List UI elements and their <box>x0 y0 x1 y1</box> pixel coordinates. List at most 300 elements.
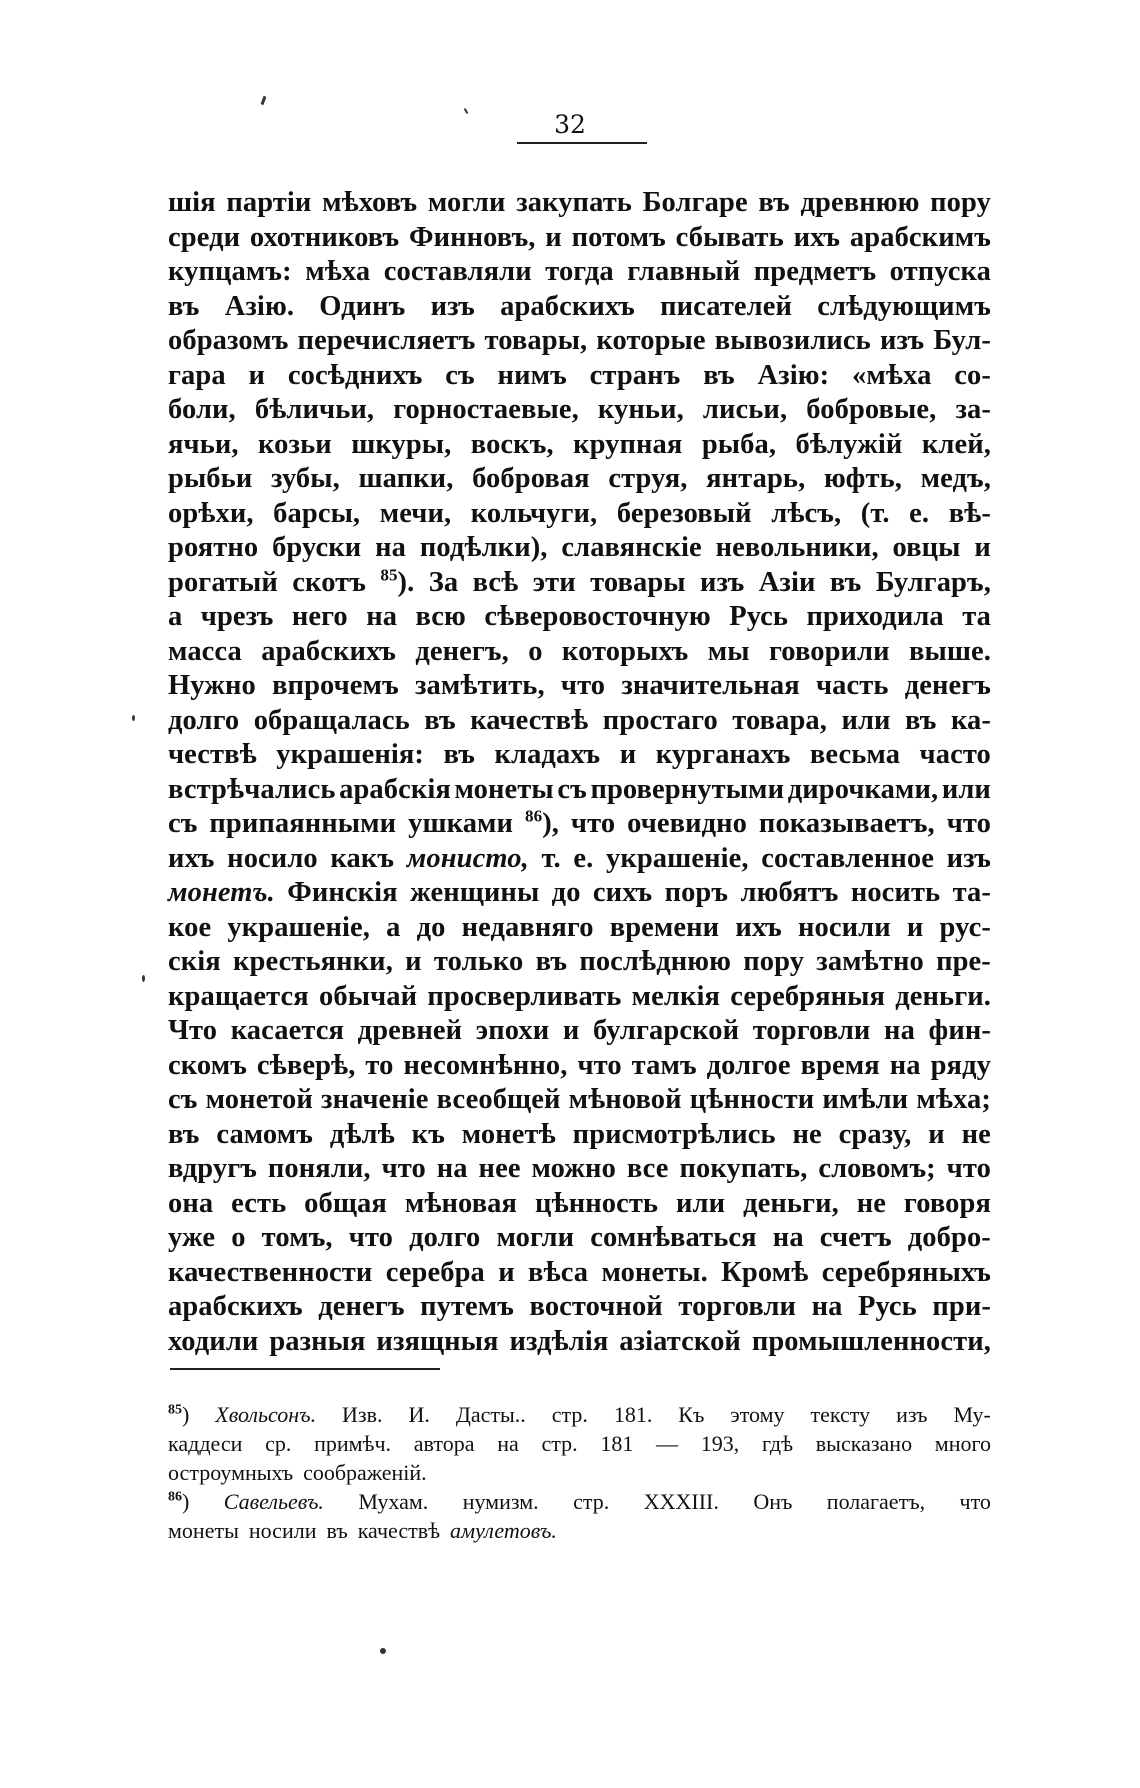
word: подѣлки), <box>419 532 548 563</box>
word: соображеній. <box>303 1460 427 1485</box>
word: лисьи, <box>702 394 788 425</box>
word: могли <box>427 187 506 218</box>
word: значеніе <box>321 1084 429 1115</box>
word: долгое <box>706 1049 791 1081</box>
word: арабскихъ <box>261 635 396 667</box>
word: что <box>381 1153 426 1184</box>
word: о <box>528 635 543 667</box>
word: на <box>884 1015 915 1046</box>
word: долго <box>409 1222 481 1253</box>
word: партіи <box>226 187 312 218</box>
header-rule <box>517 142 647 144</box>
word: боли, <box>168 394 236 425</box>
word: монетой <box>205 1084 313 1115</box>
word: тексту <box>810 1402 871 1427</box>
word: до <box>551 877 581 908</box>
word: что <box>946 1153 991 1184</box>
word: стр. <box>573 1489 610 1514</box>
word: скія <box>168 946 221 977</box>
word: замѣтить, <box>414 670 545 701</box>
word: арабскихъ <box>168 1291 303 1322</box>
word: т. <box>541 842 561 874</box>
word: монетъ. <box>168 877 275 908</box>
text-line <box>168 945 991 980</box>
word: купцамъ: <box>168 256 292 287</box>
word: ихъ <box>735 911 782 943</box>
word: нее <box>478 1153 521 1184</box>
word: $^{85}$) <box>168 1402 190 1427</box>
word: стр. <box>551 1402 588 1427</box>
word: на <box>497 1431 519 1456</box>
text-line <box>168 393 991 428</box>
word: скотъ <box>292 566 366 598</box>
text-line <box>168 186 991 221</box>
word: торговли <box>752 1015 871 1046</box>
word: слѣдующимъ <box>817 290 991 322</box>
word: бѣличьи, <box>254 394 375 425</box>
word: барсы, <box>273 497 361 529</box>
word: и <box>498 1256 515 1288</box>
word: остроумныхъ <box>168 1460 294 1485</box>
footnotes <box>168 1400 991 1545</box>
word: рыбьи <box>168 463 253 494</box>
word: носили <box>248 1518 317 1543</box>
footnote-ref: 86 <box>168 1489 182 1505</box>
word: разныя <box>269 1325 366 1357</box>
word: на <box>366 601 398 632</box>
text-line <box>168 738 991 773</box>
word: путемъ <box>420 1291 515 1322</box>
word: 193, <box>700 1431 740 1456</box>
word: Онъ <box>753 1489 793 1514</box>
word: счетъ <box>819 1222 892 1253</box>
word: изъ <box>946 842 991 874</box>
word: кое <box>168 911 212 943</box>
word: составленное <box>761 842 934 874</box>
word: юфть, <box>823 463 902 494</box>
word: просверливать <box>427 980 622 1012</box>
word: гара <box>168 359 226 391</box>
word: долго <box>168 704 240 736</box>
word: томъ, <box>261 1222 333 1253</box>
word: кладахъ <box>494 739 601 770</box>
word: бѣлужій <box>795 428 903 460</box>
word: носили <box>797 911 891 943</box>
word: изъ <box>896 1402 928 1427</box>
word: Болгаре <box>642 187 748 218</box>
word: Финновъ, <box>409 221 536 253</box>
word: пре- <box>936 946 991 977</box>
word: За <box>428 566 459 598</box>
word: качествѣ <box>470 704 589 736</box>
word: среди <box>168 221 241 253</box>
word: $^{85}$). <box>380 565 415 598</box>
word: стр. <box>541 1431 578 1456</box>
word: часто <box>919 739 991 770</box>
word: полагаетъ, <box>826 1489 926 1514</box>
word: пору <box>930 187 991 218</box>
word: общая <box>304 1187 387 1219</box>
word: главный <box>627 256 741 287</box>
word: встрѣчались <box>168 773 336 805</box>
text-line <box>168 1049 991 1084</box>
word: товары <box>590 566 686 598</box>
word: до <box>416 911 446 943</box>
word: «мѣха <box>852 359 932 391</box>
text-line <box>168 359 991 394</box>
word: что <box>959 1489 991 1514</box>
word: самомъ <box>216 1118 313 1150</box>
scan-speck <box>132 715 135 721</box>
word: всѣ <box>472 566 519 598</box>
word: амулетовъ. <box>450 1518 557 1543</box>
word: невольники, <box>715 532 879 563</box>
word: вѣ- <box>948 497 991 529</box>
footnote-ref: 85 <box>168 1402 182 1418</box>
word: козьи <box>258 428 332 460</box>
word: всеобщей <box>436 1084 561 1115</box>
word: Булгаръ, <box>875 566 991 598</box>
word: Савельевъ. <box>223 1489 324 1514</box>
word: ряду <box>930 1049 991 1081</box>
word: впрочемъ <box>272 670 399 701</box>
word: мечи, <box>379 497 452 529</box>
word: Бул- <box>933 325 991 356</box>
word: изъ <box>430 290 475 322</box>
word: примѣч. <box>314 1431 392 1456</box>
word: бруски <box>272 532 362 563</box>
word: дирочками, <box>787 773 939 805</box>
word: Дасты.. <box>455 1402 526 1427</box>
word: говоря <box>903 1187 991 1219</box>
text-line <box>168 531 991 566</box>
word: е. <box>909 497 930 529</box>
page-number: 32 <box>554 110 586 139</box>
word: издѣлія <box>509 1325 609 1357</box>
word: на <box>772 1222 804 1253</box>
word: образомъ <box>168 325 289 356</box>
word: Къ <box>678 1402 705 1427</box>
word: сразу, <box>838 1118 912 1150</box>
word: 181. <box>613 1402 653 1427</box>
text-line <box>168 428 991 463</box>
word: бобровые, <box>806 394 937 425</box>
word: рогатый <box>168 566 278 598</box>
word: вдругъ <box>168 1153 257 1184</box>
word: сѣверовосточную <box>484 601 711 632</box>
word: шія <box>168 187 216 218</box>
word: рус- <box>939 911 991 943</box>
text-line <box>168 1152 991 1187</box>
word: монетѣ <box>461 1118 556 1150</box>
footnote-ref: 86 <box>524 806 543 826</box>
word: и <box>974 532 991 563</box>
word: отпуска <box>889 256 991 287</box>
word: закупать <box>516 187 632 218</box>
word: медъ, <box>920 463 991 494</box>
word: качествѣ <box>357 1518 441 1543</box>
word: въ <box>758 187 790 218</box>
word: чрезъ <box>200 601 274 632</box>
scan-speck <box>261 96 267 105</box>
word: товары, <box>484 325 588 356</box>
word: поръ <box>664 877 729 908</box>
word: древнюю <box>800 187 920 218</box>
word: простаго <box>602 704 718 736</box>
word: серебряныхъ <box>821 1256 991 1288</box>
word: рыба, <box>701 428 777 460</box>
word: въ <box>168 1118 200 1150</box>
word: всю <box>415 601 466 632</box>
word: изъ <box>879 325 925 356</box>
text-line <box>168 290 991 325</box>
word: арабскихъ <box>500 290 635 322</box>
word: и <box>248 359 266 391</box>
text-line <box>168 1014 991 1049</box>
word: въ <box>424 704 456 736</box>
word: сосѣднихъ <box>287 359 423 391</box>
word: восточной <box>529 1291 663 1322</box>
word: серебряныя <box>730 980 886 1012</box>
word: ихъ <box>793 221 841 253</box>
word: качественности <box>168 1256 373 1288</box>
word: каддеси <box>168 1431 243 1456</box>
word: сѣверѣ, <box>256 1049 356 1081</box>
word: и <box>906 911 924 943</box>
text-line <box>168 255 991 290</box>
word: дѣлѣ <box>329 1118 395 1150</box>
word: тамъ <box>631 1049 697 1081</box>
word: а <box>168 601 183 632</box>
word: украшеніе, <box>605 842 749 874</box>
word: пору <box>743 946 805 977</box>
word: лѣсъ, <box>771 497 842 529</box>
word: касается <box>230 1015 345 1046</box>
word: кольчуги, <box>470 497 598 529</box>
word: ушками <box>408 808 514 839</box>
word: поняли, <box>267 1153 371 1184</box>
word: замѣтно <box>816 946 924 977</box>
word: на <box>375 532 406 563</box>
word: $^{86}$), <box>524 806 560 839</box>
word: показываетъ, <box>758 808 935 839</box>
word: не <box>856 1187 886 1219</box>
word: шапки, <box>358 463 454 494</box>
word: высказано <box>815 1431 913 1456</box>
text-line <box>168 773 991 808</box>
word: въ <box>905 704 937 736</box>
word: серебра <box>385 1256 485 1288</box>
footnote-line <box>168 1400 991 1429</box>
word: фин- <box>928 1015 991 1046</box>
word: и <box>545 221 562 253</box>
word: него <box>291 601 348 632</box>
word: бобровая <box>472 463 590 494</box>
word: монеты <box>454 773 554 805</box>
word: какъ <box>330 842 395 874</box>
word: 181 <box>600 1431 634 1456</box>
word: о <box>231 1222 246 1253</box>
word: цѣнность <box>534 1187 659 1219</box>
word: товара, <box>732 704 827 736</box>
word: куньи, <box>597 394 684 425</box>
word: охотниковъ <box>249 221 400 253</box>
word: Азіи <box>758 566 816 598</box>
word: можно <box>531 1153 616 1184</box>
word: обращалась <box>253 704 410 736</box>
word: монеты <box>168 1518 239 1543</box>
word: послѣднюю <box>579 946 732 977</box>
word: кращается <box>168 980 309 1012</box>
word: носить <box>850 877 941 908</box>
word: которыхъ <box>561 635 689 667</box>
footnote-line <box>168 1516 991 1545</box>
word: несомнѣнно, <box>403 1049 568 1081</box>
word: мѣховъ <box>322 187 418 218</box>
word: деньги. <box>895 980 991 1012</box>
text-line <box>168 842 991 877</box>
word: что <box>348 1222 394 1253</box>
text-line <box>168 704 991 739</box>
word: въ <box>703 359 735 391</box>
word: любятъ <box>740 877 839 908</box>
footnote-ref: 85 <box>380 565 398 584</box>
word: ка- <box>950 704 991 736</box>
text-line <box>168 1325 991 1360</box>
text-line <box>168 1256 991 1291</box>
word: въ <box>443 739 475 770</box>
word: славянскіе <box>561 532 702 563</box>
word: или <box>941 773 991 805</box>
word: изящныя <box>376 1325 499 1357</box>
word: березовый <box>616 497 752 529</box>
word: ячьи, <box>168 428 239 460</box>
word: крупная <box>573 428 683 460</box>
text-line <box>168 635 991 670</box>
text-line <box>168 807 991 842</box>
word: арабскимъ <box>849 221 991 253</box>
footnote-line <box>168 1458 991 1487</box>
word: покупать, <box>679 1153 808 1184</box>
word: со- <box>954 359 991 391</box>
scan-speck <box>142 975 145 982</box>
word: чествѣ <box>168 739 257 770</box>
word: цѣнности <box>689 1084 815 1115</box>
word: обычай <box>319 980 418 1012</box>
word: денегъ, <box>415 635 509 667</box>
word: промышленности, <box>751 1325 991 1357</box>
footnote-rule <box>170 1368 440 1370</box>
word: И. <box>408 1402 430 1427</box>
word: скомъ <box>168 1049 247 1081</box>
word: автора <box>413 1431 475 1456</box>
word: торговли <box>678 1291 797 1322</box>
word: время <box>800 1049 880 1081</box>
word: и <box>562 1015 580 1046</box>
word: Нужно <box>168 670 256 701</box>
word: словомъ; <box>818 1153 936 1184</box>
word: въ <box>326 1518 348 1543</box>
word: Финскія <box>287 877 398 908</box>
word: (т. <box>860 497 890 529</box>
word: деньги, <box>743 1187 839 1219</box>
word: орѣхи, <box>168 497 254 529</box>
word: булгарской <box>592 1015 740 1046</box>
word: недавняго <box>461 911 594 943</box>
word: гдѣ <box>761 1431 794 1456</box>
word: мелкія <box>631 980 721 1012</box>
word: на <box>811 1291 843 1322</box>
word: мѣновой <box>568 1084 682 1115</box>
word: она <box>168 1187 214 1219</box>
word: уже <box>168 1222 216 1253</box>
word: и <box>405 946 422 977</box>
word: Изв. <box>342 1402 383 1427</box>
word: говорили <box>768 635 890 667</box>
word: что <box>560 670 606 701</box>
word: ср. <box>265 1431 292 1456</box>
word: съ <box>168 808 198 839</box>
word: времени <box>609 911 720 943</box>
word: съ <box>168 1084 198 1115</box>
word: Мухам. <box>358 1489 429 1514</box>
text-line <box>168 566 991 601</box>
word: и <box>928 1118 945 1150</box>
scan-speck <box>380 1648 386 1654</box>
word: эти <box>532 566 576 598</box>
word: присмотрѣлись <box>572 1118 776 1150</box>
word: денегъ <box>318 1291 405 1322</box>
word: украшенія: <box>276 739 425 770</box>
word: XXXIII. <box>643 1489 719 1514</box>
text-line <box>168 911 991 946</box>
word: овцы <box>892 532 961 563</box>
word: воскъ, <box>470 428 554 460</box>
word: та- <box>952 877 991 908</box>
word: шкуры, <box>351 428 452 460</box>
word: ихъ <box>168 842 215 874</box>
word: Русь <box>729 601 789 632</box>
word: этому <box>730 1402 785 1427</box>
word: вѣса <box>528 1256 589 1288</box>
word: та <box>962 601 991 632</box>
word: нумизм. <box>462 1489 539 1514</box>
word: денегъ <box>904 670 991 701</box>
word: въ <box>168 290 200 322</box>
word: е. <box>573 842 594 874</box>
word: что <box>577 1049 622 1081</box>
word: весьма <box>809 739 901 770</box>
word: провернутыми <box>590 773 785 805</box>
word: Хвольсонъ. <box>215 1402 317 1427</box>
word: монисто, <box>406 842 529 874</box>
text-line <box>168 324 991 359</box>
word: припаянными <box>209 808 397 839</box>
text-line <box>168 669 991 704</box>
word: есть <box>231 1187 287 1219</box>
word: добро- <box>907 1222 991 1253</box>
word: азіатской <box>619 1325 741 1357</box>
text-line <box>168 221 991 256</box>
word: могли <box>496 1222 575 1253</box>
word: то <box>365 1049 394 1081</box>
word: ходили <box>168 1325 259 1357</box>
word: тогда <box>545 256 614 287</box>
word: въ <box>829 566 862 598</box>
word: писателей <box>660 290 793 322</box>
word: или <box>841 704 891 736</box>
word: только <box>433 946 524 977</box>
